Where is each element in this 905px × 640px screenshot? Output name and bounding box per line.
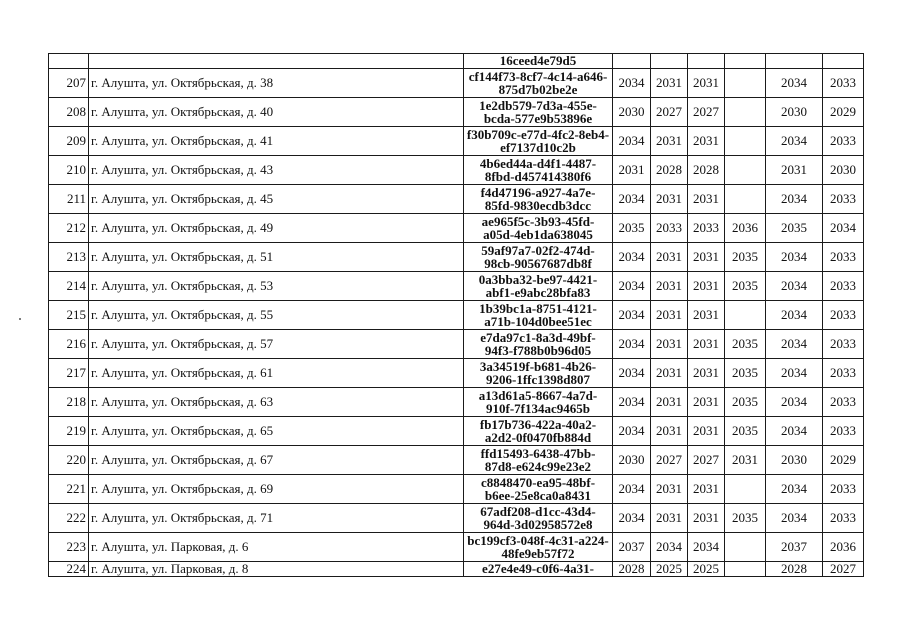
- guid-cell: [464, 533, 613, 562]
- address-cell: г. Алушта, ул. Октябрьская, д. 53: [89, 272, 464, 301]
- row-number-cell: 213: [49, 243, 89, 272]
- year-cell-y1: 2030: [613, 98, 651, 127]
- year-cell-y5: 2034: [766, 475, 823, 504]
- guid-line: ef7137d10c2b: [500, 140, 576, 155]
- year-cell-y4: 2035: [725, 330, 766, 359]
- year-cell-y2: 2031: [651, 185, 688, 214]
- year-cell-y5: 2031: [766, 156, 823, 185]
- year-cell-y4: 2035: [725, 417, 766, 446]
- year-cell-y6: 2033: [823, 388, 864, 417]
- registry-body: [49, 54, 864, 577]
- address-cell: г. Алушта, ул. Октябрьская, д. 57: [89, 330, 464, 359]
- row-number-cell: 220: [49, 446, 89, 475]
- guid-line: 910f-7f134ac9465b: [486, 401, 590, 416]
- year-cell-y3: 2031: [688, 185, 725, 214]
- guid-line: 9206-1ffc1398d807: [486, 372, 590, 387]
- guid-cell: [464, 301, 613, 330]
- address-cell: г. Алушта, ул. Октябрьская, д. 67: [89, 446, 464, 475]
- address-cell: г. Алушта, ул. Октябрьская, д. 41: [89, 127, 464, 156]
- address-cell: г. Алушта, ул. Октябрьская, д. 43: [89, 156, 464, 185]
- year-cell-y3: 2028: [688, 156, 725, 185]
- address-cell: г. Алушта, ул. Октябрьская, д. 49: [89, 214, 464, 243]
- address-cell: г. Алушта, ул. Октябрьская, д. 71: [89, 504, 464, 533]
- year-cell-y4: 2035: [725, 272, 766, 301]
- guid-line: 8fbd-d457414380f6: [484, 169, 592, 184]
- row-number-cell: 224: [49, 562, 89, 577]
- year-cell-y5: 2034: [766, 185, 823, 214]
- guid-cell: [464, 69, 613, 98]
- guid-cell: [464, 214, 613, 243]
- year-cell-y5: 2034: [766, 301, 823, 330]
- year-cell-y6: 2033: [823, 185, 864, 214]
- year-cell-y1: 2034: [613, 504, 651, 533]
- table-row: [49, 533, 864, 562]
- year-cell-y6: 2033: [823, 330, 864, 359]
- guid-line: 1b39bc1a-8751-4121-: [479, 300, 597, 316]
- address-cell: г. Алушта, ул. Парковая, д. 8: [89, 562, 464, 577]
- year-cell-y4: 2031: [725, 446, 766, 475]
- year-cell-y4: [725, 562, 766, 577]
- year-cell-y6: 2033: [823, 243, 864, 272]
- year-cell-y6: 2033: [823, 69, 864, 98]
- year-cell-y1: 2034: [613, 185, 651, 214]
- table-row: [49, 185, 864, 214]
- year-cell-y1: 2034: [613, 388, 651, 417]
- row-number-cell: 222: [49, 504, 89, 533]
- address-cell: г. Алушта, ул. Октябрьская, д. 61: [89, 359, 464, 388]
- year-cell-y2: 2025: [651, 562, 688, 577]
- year-cell-y2: 2031: [651, 388, 688, 417]
- year-cell-y5: 2035: [766, 214, 823, 243]
- year-cell-y1: 2034: [613, 330, 651, 359]
- year-cell: [688, 54, 725, 69]
- year-cell-y3: 2031: [688, 127, 725, 156]
- year-cell-y2: 2028: [651, 156, 688, 185]
- year-cell: [651, 54, 688, 69]
- row-number-cell: 207: [49, 69, 89, 98]
- guid-cell: [464, 417, 613, 446]
- guid-cell: [464, 446, 613, 475]
- scan-speck: [19, 318, 21, 320]
- year-cell-y2: 2027: [651, 446, 688, 475]
- year-cell-y5: 2034: [766, 330, 823, 359]
- guid-line: a13d61a5-8667-4a7d-: [478, 387, 598, 403]
- year-cell-y3: 2034: [688, 533, 725, 562]
- year-cell-y3: 2031: [688, 330, 725, 359]
- year-cell-y2: 2031: [651, 69, 688, 98]
- guid-cell: [464, 185, 613, 214]
- year-cell-y1: 2037: [613, 533, 651, 562]
- table-row: [49, 562, 864, 577]
- guid-line: e7da97c1-8a3d-49bf-: [480, 329, 596, 345]
- year-cell: [613, 54, 651, 69]
- year-cell-y4: [725, 156, 766, 185]
- year-cell-y2: 2033: [651, 214, 688, 243]
- year-cell-y3: 2031: [688, 475, 725, 504]
- year-cell-y1: 2034: [613, 301, 651, 330]
- address-cell: г. Алушта, ул. Октябрьская, д. 69: [89, 475, 464, 504]
- year-cell-y2: 2031: [651, 330, 688, 359]
- year-cell-y6: 2036: [823, 533, 864, 562]
- guid-line: 4b6ed44a-d4f1-4487-: [479, 155, 597, 171]
- row-number-cell: 223: [49, 533, 89, 562]
- year-cell-y5: 2028: [766, 562, 823, 577]
- guid-line: 964d-3d02958572e8: [483, 517, 593, 532]
- year-cell-y4: [725, 69, 766, 98]
- year-cell-y4: 2035: [725, 243, 766, 272]
- guid-line: 3a34519f-b681-4b26-: [479, 358, 597, 374]
- year-cell-y6: 2033: [823, 504, 864, 533]
- year-cell-y5: 2034: [766, 504, 823, 533]
- year-cell-y6: 2033: [823, 301, 864, 330]
- year-cell-y5: 2034: [766, 69, 823, 98]
- guid-cell: [464, 330, 613, 359]
- address-cell: г. Алушта, ул. Октябрьская, д. 51: [89, 243, 464, 272]
- guid-line: ffd15493-6438-47bb-: [480, 445, 596, 461]
- guid-line: 85fd-9830ecdb3dcc: [484, 198, 592, 213]
- year-cell-y2: 2031: [651, 504, 688, 533]
- year-cell-y5: 2030: [766, 98, 823, 127]
- guid-line: ae965f5c-3b93-45fd-: [481, 213, 595, 229]
- year-cell-y2: 2027: [651, 98, 688, 127]
- year-cell-y1: 2034: [613, 69, 651, 98]
- row-number-cell: 221: [49, 475, 89, 504]
- guid-cell: [464, 359, 613, 388]
- year-cell-y6: 2029: [823, 446, 864, 475]
- year-cell-y4: [725, 301, 766, 330]
- row-number-cell: 209: [49, 127, 89, 156]
- guid-cell: [464, 504, 613, 533]
- guid-cell: [464, 54, 613, 69]
- year-cell-y3: 2031: [688, 272, 725, 301]
- address-cell: [89, 54, 464, 69]
- address-cell: г. Алушта, ул. Октябрьская, д. 45: [89, 185, 464, 214]
- year-cell-y1: 2034: [613, 417, 651, 446]
- year-cell-y3: 2031: [688, 301, 725, 330]
- year-cell-y2: 2034: [651, 533, 688, 562]
- year-cell-y2: 2031: [651, 243, 688, 272]
- guid-cell: [464, 562, 613, 577]
- guid-cell: [464, 156, 613, 185]
- year-cell-y1: 2028: [613, 562, 651, 577]
- year-cell-y5: 2034: [766, 388, 823, 417]
- guid-line: b6ee-25e8ca0a8431: [484, 488, 592, 503]
- year-cell-y6: 2033: [823, 127, 864, 156]
- guid-line: 67adf208-d1cc-43d4-: [480, 503, 596, 519]
- address-cell: г. Алушта, ул. Парковая, д. 6: [89, 533, 464, 562]
- table-row: [49, 272, 864, 301]
- guid-line: c8848470-ea95-48bf-: [480, 474, 596, 490]
- guid-line: bc199cf3-048f-4c31-a224-: [467, 532, 609, 548]
- year-cell-y1: 2035: [613, 214, 651, 243]
- year-cell-y3: 2031: [688, 359, 725, 388]
- row-number-cell: 211: [49, 185, 89, 214]
- year-cell-y6: 2034: [823, 214, 864, 243]
- year-cell-y3: 2031: [688, 388, 725, 417]
- address-cell: г. Алушта, ул. Октябрьская, д. 65: [89, 417, 464, 446]
- guid-line: 0a3bba32-be97-4421-: [478, 271, 598, 287]
- year-cell-y1: 2034: [613, 359, 651, 388]
- address-cell: г. Алушта, ул. Октябрьская, д. 38: [89, 69, 464, 98]
- housing-registry-table: [48, 53, 864, 577]
- row-number-cell: 216: [49, 330, 89, 359]
- table-row: [49, 504, 864, 533]
- year-cell-y5: 2034: [766, 243, 823, 272]
- year-cell-y6: 2030: [823, 156, 864, 185]
- table-row: [49, 417, 864, 446]
- year-cell-y3: 2033: [688, 214, 725, 243]
- guid-line: 1e2db579-7d3a-455e-: [479, 97, 597, 113]
- year-cell-y1: 2031: [613, 156, 651, 185]
- table-row: [49, 214, 864, 243]
- guid-cell: [464, 475, 613, 504]
- table-row-continuation: [49, 54, 864, 69]
- year-cell: [725, 54, 766, 69]
- row-number-cell: 214: [49, 272, 89, 301]
- year-cell-y1: 2034: [613, 272, 651, 301]
- table-row: [49, 156, 864, 185]
- year-cell-y5: 2034: [766, 417, 823, 446]
- row-number-cell: [49, 54, 89, 69]
- year-cell-y2: 2031: [651, 359, 688, 388]
- year-cell-y5: 2034: [766, 272, 823, 301]
- table-row: [49, 243, 864, 272]
- year-cell-y2: 2031: [651, 301, 688, 330]
- year-cell-y4: 2035: [725, 388, 766, 417]
- table-row: [49, 388, 864, 417]
- address-cell: г. Алушта, ул. Октябрьская, д. 55: [89, 301, 464, 330]
- guid-line: f4d47196-a927-4a7e-: [480, 184, 596, 200]
- guid-cell: [464, 272, 613, 301]
- table-row: [49, 330, 864, 359]
- guid-line: bcda-577e9b53896e: [483, 111, 593, 126]
- year-cell-y6: 2029: [823, 98, 864, 127]
- year-cell-y4: [725, 185, 766, 214]
- row-number-cell: 208: [49, 98, 89, 127]
- year-cell-y6: 2033: [823, 359, 864, 388]
- guid-line: 94f3-f788b0b96d05: [484, 343, 592, 358]
- row-number-cell: 210: [49, 156, 89, 185]
- table-row: [49, 69, 864, 98]
- year-cell-y2: 2031: [651, 475, 688, 504]
- guid-line: abf1-e9abc28bfa83: [485, 285, 591, 300]
- year-cell-y3: 2031: [688, 417, 725, 446]
- year-cell-y2: 2031: [651, 417, 688, 446]
- guid-line: 87d8-e624c99e23e2: [484, 459, 592, 474]
- row-number-cell: 218: [49, 388, 89, 417]
- year-cell-y4: 2035: [725, 359, 766, 388]
- table-row: [49, 359, 864, 388]
- year-cell-y2: 2031: [651, 127, 688, 156]
- year-cell-y4: 2035: [725, 504, 766, 533]
- year-cell-y4: [725, 475, 766, 504]
- year-cell-y5: 2034: [766, 127, 823, 156]
- guid-line: 59af97a7-02f2-474d-: [481, 242, 595, 258]
- year-cell-y1: 2034: [613, 127, 651, 156]
- row-number-cell: 219: [49, 417, 89, 446]
- year-cell-y3: 2031: [688, 243, 725, 272]
- year-cell-y4: [725, 127, 766, 156]
- guid-line: e27e4e49-c0f6-4a31-: [482, 561, 594, 577]
- year-cell: [766, 54, 823, 69]
- year-cell-y1: 2034: [613, 475, 651, 504]
- guid-line: 16ceed4e79d5: [499, 53, 577, 69]
- guid-line: 875d7b02be2e: [498, 82, 578, 97]
- row-number-cell: 217: [49, 359, 89, 388]
- table-row: [49, 127, 864, 156]
- guid-cell: [464, 127, 613, 156]
- year-cell-y6: 2027: [823, 562, 864, 577]
- year-cell-y3: 2031: [688, 69, 725, 98]
- year-cell-y4: [725, 533, 766, 562]
- guid-line: f30b709c-e77d-4fc2-8eb4-: [466, 126, 610, 142]
- guid-line: a71b-104d0bee51ec: [484, 314, 592, 329]
- guid-cell: [464, 98, 613, 127]
- table-row: [49, 98, 864, 127]
- guid-line: a05d-4eb1da638045: [483, 227, 593, 242]
- year-cell-y2: 2031: [651, 272, 688, 301]
- year-cell-y6: 2033: [823, 417, 864, 446]
- year-cell-y5: 2034: [766, 359, 823, 388]
- table-row: [49, 446, 864, 475]
- year-cell-y3: 2027: [688, 446, 725, 475]
- address-cell: г. Алушта, ул. Октябрьская, д. 40: [89, 98, 464, 127]
- year-cell-y1: 2030: [613, 446, 651, 475]
- guid-line: fb17b736-422a-40a2-: [479, 416, 597, 432]
- address-cell: г. Алушта, ул. Октябрьская, д. 63: [89, 388, 464, 417]
- year-cell-y1: 2034: [613, 243, 651, 272]
- year-cell: [823, 54, 864, 69]
- year-cell-y6: 2033: [823, 475, 864, 504]
- row-number-cell: 212: [49, 214, 89, 243]
- guid-line: 48fe9eb57f72: [501, 546, 575, 561]
- year-cell-y6: 2033: [823, 272, 864, 301]
- table-row: [49, 301, 864, 330]
- row-number-cell: 215: [49, 301, 89, 330]
- year-cell-y5: 2037: [766, 533, 823, 562]
- table-row: [49, 475, 864, 504]
- guid-cell: [464, 388, 613, 417]
- year-cell-y3: 2025: [688, 562, 725, 577]
- guid-cell: [464, 243, 613, 272]
- guid-line: a2d2-0f0470fb884d: [484, 430, 592, 445]
- guid-line: 98cb-90567687db8f: [484, 256, 592, 271]
- year-cell-y5: 2030: [766, 446, 823, 475]
- year-cell-y3: 2031: [688, 504, 725, 533]
- guid-line: cf144f73-8cf7-4c14-a646-: [468, 68, 608, 84]
- year-cell-y4: 2036: [725, 214, 766, 243]
- year-cell-y4: [725, 98, 766, 127]
- year-cell-y3: 2027: [688, 98, 725, 127]
